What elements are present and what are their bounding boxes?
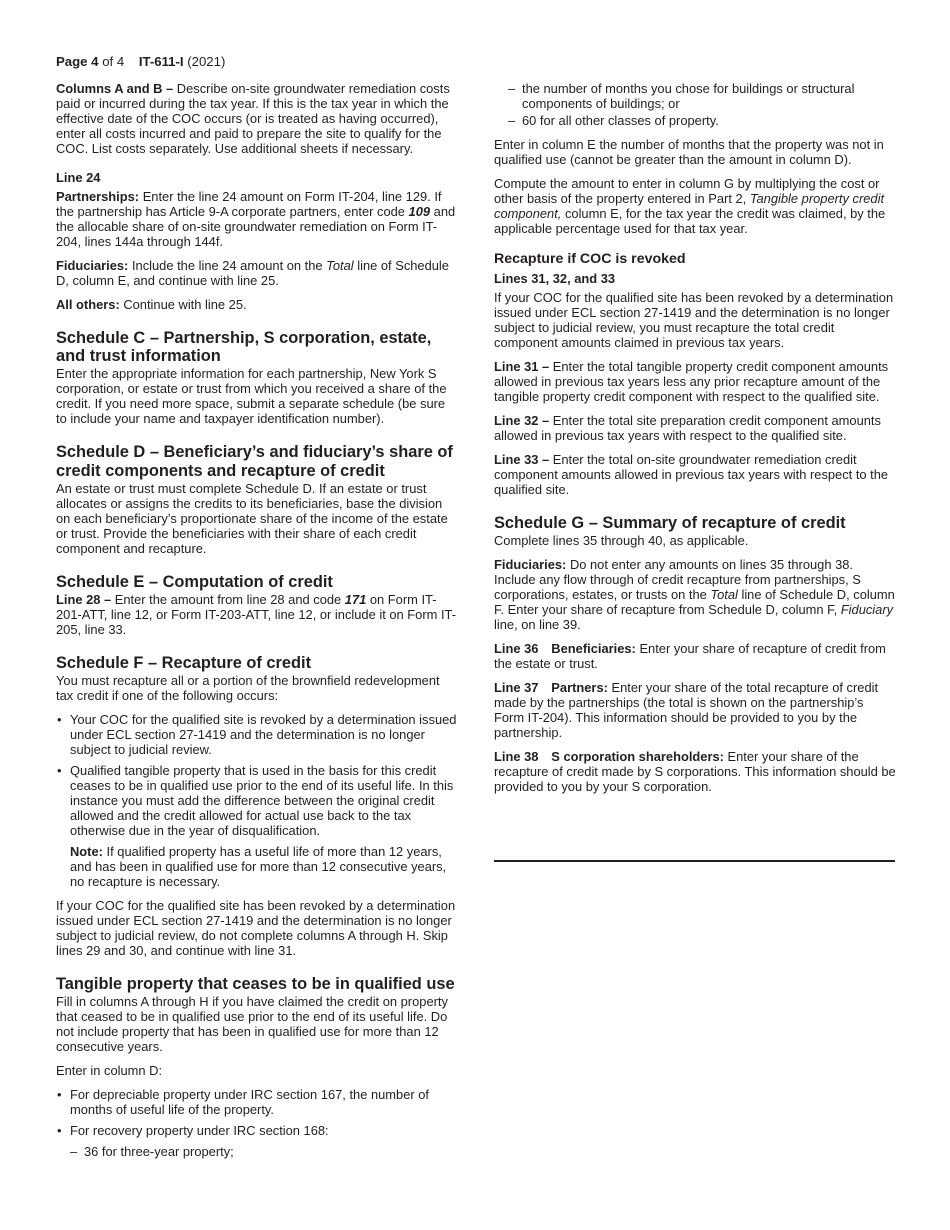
schedule-c-heading: Schedule C – Partnership, S corporation, estate, and trust information [56,328,432,365]
list-item: • For recovery property under IRC section 168: [56,1124,458,1139]
columns-a-b-label: Columns A and B – [56,81,174,96]
column-d-dash-list [56,1145,458,1160]
column-d-bullets [56,1088,458,1139]
form-year: (2021) [187,54,226,69]
column-d-intro: Enter in column D: [56,1063,163,1079]
tangible-property-text: Fill in columns A through H if you have claimed the credit on property that ceased to be in qualified use prior to the end of its useful life. Do not include property that has been in qualified use for more than 12 consecutive years. [56,994,448,1055]
page-of-total: of 4 [102,54,125,69]
code-109: 109 [408,203,431,219]
schedule-c-text: Enter the appropriate information for each partnership, New York S corporation, or estate or trust from which you received a share of the credit. If you need more space, submit a separate schedule (be sure to include your name and taxpayer identification number). [56,366,447,427]
schedule-e-heading: Schedule E – Computation of credit [56,572,333,591]
column-e-paragraph: Enter in column E the number of months that the property was not in qualified use (cannot be greater than the amount in column D). [494,136,884,167]
all-others-paragraph: All others: Continue with line 25. [56,296,247,312]
page-label: Page 4 [56,54,99,69]
list-item: – 60 for all other classes of property. [508,114,896,129]
line-33-paragraph: Line 33 – Enter the total on-site groundwater remediation credit component amounts allowed in previous tax years with respect to the qualified site. [494,451,889,497]
schedule-d-text: An estate or trust must complete Schedule D. If an estate or trust allocates or assigns the credits to its beneficiaries, base the division on each beneficiary’s proportionate share of the income of the estate or trust. Provide the beneficiaries with their share of each credit component and recapture. [56,480,448,556]
fiduciaries-paragraph: Fiduciaries: Include the line 24 amount on the Total line of Schedule D, column E, and continue with line 25. [56,257,449,288]
note-paragraph: Note: If qualified property has a useful life of more than 12 years, and has been in qualified use for more than 12 consecutive years, no recapture is necessary. [70,844,447,890]
line-24-heading: Line 24 [56,169,101,185]
lines-31-33-heading: Lines 31, 32, and 33 [494,271,616,287]
schedule-f-intro: You must recapture all or a portion of the brownfield redevelopment tax credit if one of the following occurs: [56,673,440,704]
left-column [56,82,458,1166]
list-item: – the number of months you chose for buildings or structural components of buildings; or [508,82,896,112]
page-header [56,54,225,69]
list-item: • Qualified tangible property that is used in the basis for this credit ceases to be in qualified use prior to the end of its useful life. In this instance you must add the difference between the original credit allowed and the credit allowed for actual use back to the tax otherwise due in the year of disqualification. [56,764,458,839]
list-item: • For depreciable property under IRC section 167, the number of months of useful life of the property. [56,1088,458,1118]
right-column [494,82,896,804]
column-g-paragraph: Compute the amount to enter in column G by multiplying the cost or other basis of the property entered in Part 2, Tangible property credit component, column E, for the tax year the credit was claimed, by the applicable percentage used for that tax year. [494,175,886,236]
list-item: • Your COC for the qualified site is revoked by a determination issued under ECL section 27-1419 and the determination is no longer subject to judicial review. [56,713,458,758]
schedule-g-intro: Complete lines 35 through 40, as applicable. [494,533,749,549]
schedule-d-heading: Schedule D – Beneficiary’s and fiduciary’s share of credit components and recapture of credit [56,443,453,480]
columns-a-b-paragraph: Columns A and B – Describe on-site groundwater remediation costs paid or incurred during the tax year. If this is the tax year in which the effective date of the COC occurs (or is treated as having occurred), enter all costs incurred and paid to prepare the site to qualify for the COC. List costs separately. Use additional sheets if necessary. [56,81,450,156]
line-28-paragraph: Line 28 – Enter the amount from line 28 and code 171 on Form IT-201-ATT, line 12, or Form IT-203-ATT, line 12, or include it on Form IT-205, line 33. [56,592,456,638]
form-id: IT-611-I [138,54,184,69]
line-32-paragraph: Line 32 – Enter the total site preparation credit component amounts allowed in previous tax years with respect to the qualified site. [494,412,881,443]
recapture-heading: Recapture if COC is revoked [494,250,686,267]
end-rule [494,860,895,862]
list-item: – 36 for three-year property; [70,1145,458,1160]
code-171: 171 [344,592,367,608]
recovery-dash-list [494,82,896,129]
partnerships-paragraph: Partnerships: Enter the line 24 amount on Form IT-204, line 129. If the partnership has Article 9-A corporate partners, enter code 109 and the allocable share of on-site groundwater remediation on Form IT-204, lines 144a through 144f. [56,188,456,249]
schedule-g-fiduciaries-paragraph: Fiduciaries: Do not enter any amounts on lines 35 through 38. Include any flow through of credit recapture from partnerships, S corporations, estates, or trusts on the Total line of Schedule D, column F. Enter your share of recapture from Schedule D, column F, Fiduciary line, on line 39. [494,557,895,632]
line-31-paragraph: Line 31 – Enter the total tangible property credit component amounts allowed in previous tax years less any prior recapture amount of the tangible property credit component with respect to the qualified site. [494,359,889,404]
schedule-f-heading: Schedule F – Recapture of credit [56,654,312,673]
tangible-property-heading: Tangible property that ceases to be in qualified use [56,974,455,993]
schedule-g-heading: Schedule G – Summary of recapture of credit [494,513,846,532]
revoked-paragraph: If your COC for the qualified site has been revoked by a determination issued under ECL section 27-1419 and the determination is no longer subject to judicial review, do not complete columns A through H. Skip lines 29 and 30, and continue with line 31. [56,898,456,958]
line-37-paragraph: Line 37 Partners: Enter your share of the total recapture of credit made by the partnerships (the total is shown on the partnership’s Form IT-204). This information should be provided to you by the partnership. [494,679,879,740]
schedule-f-bullets [56,713,458,839]
line-38-paragraph: Line 38 S corporation shareholders: Enter your share of the recapture of credit made by S corporations. This information should be provided to you by your S corporation. [494,748,896,794]
line-36-paragraph: Line 36 Beneficiaries: Enter your share of recapture of credit from the estate or trust. [494,640,886,671]
lines-31-33-text: If your COC for the qualified site has been revoked by a determination issued under ECL section 27-1419 and the determination is no longer subject to judicial review, you must recapture the total credit component amounts claimed in previous tax years. [494,290,894,351]
